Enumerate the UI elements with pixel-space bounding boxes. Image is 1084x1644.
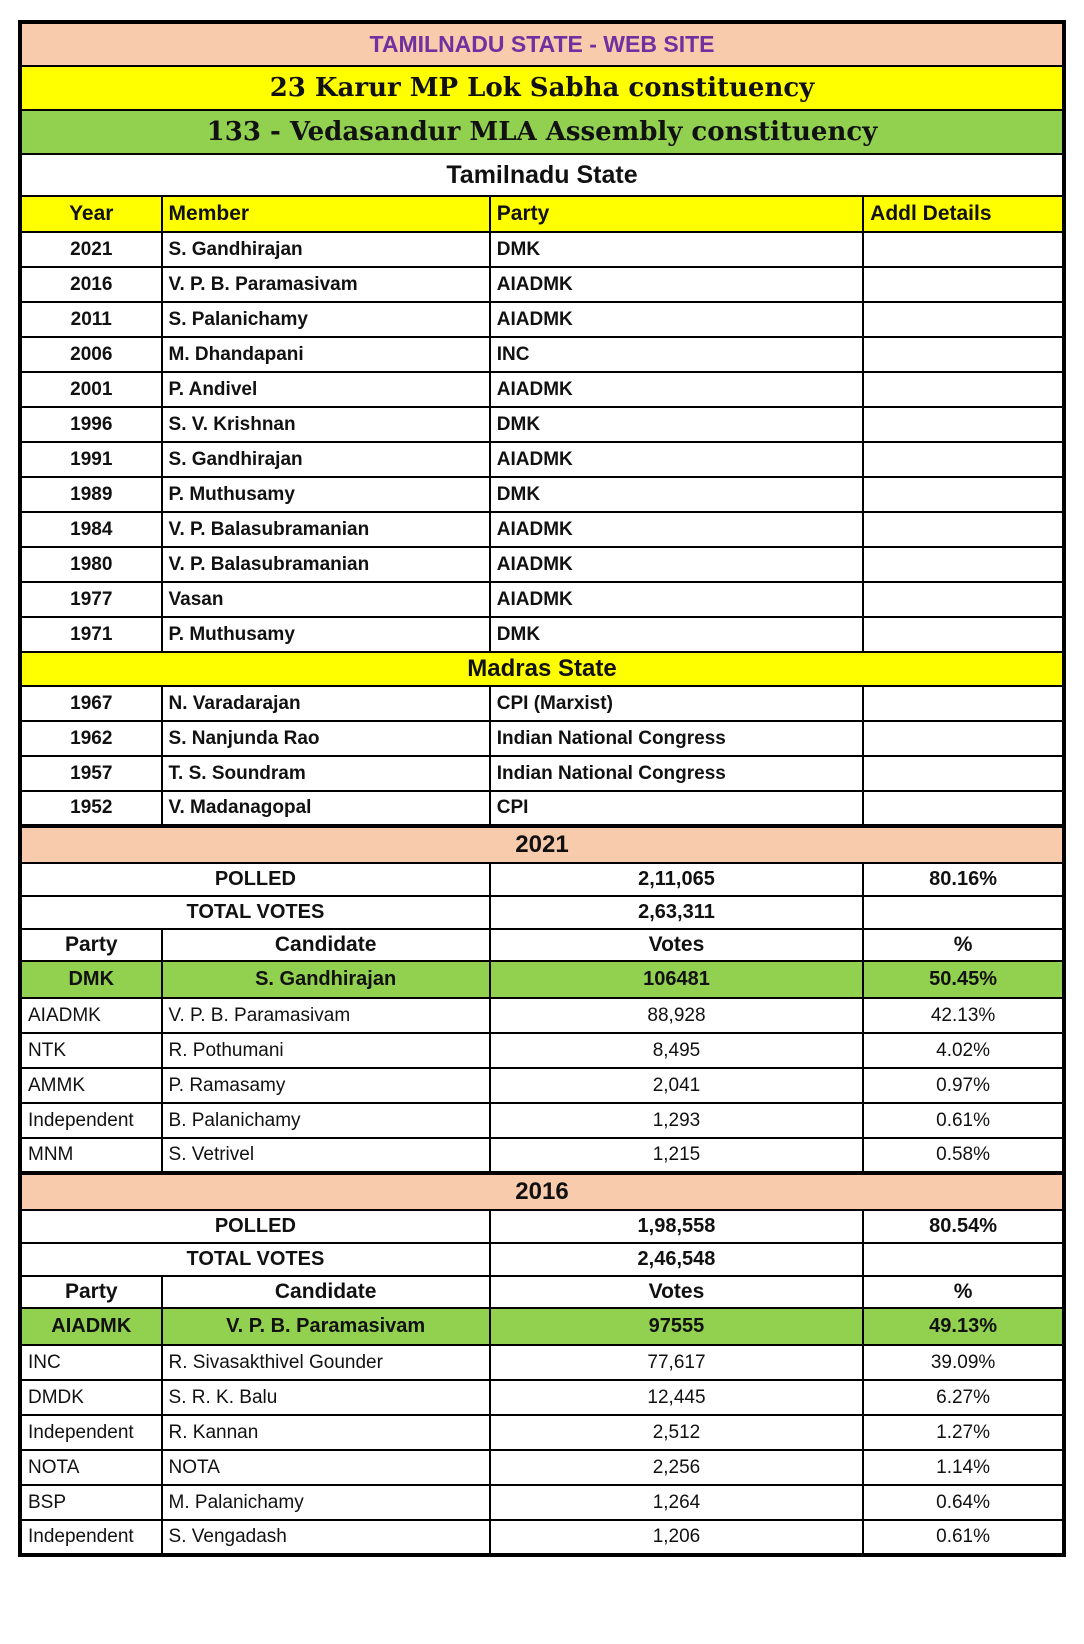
- party-cell: AIADMK: [490, 372, 863, 407]
- pct-cell: 6.27%: [863, 1380, 1064, 1415]
- table-row: [20, 1138, 1064, 1173]
- addl-cell: [863, 686, 1064, 721]
- candidate-cell: V. P. B. Paramasivam: [162, 998, 490, 1033]
- col-candidate: Candidate: [162, 929, 490, 961]
- col-party: Party: [490, 196, 863, 232]
- col-votes: Votes: [490, 929, 863, 961]
- winner-party: AIADMK: [20, 1308, 162, 1345]
- tamilnadu-state-row: [20, 154, 1064, 196]
- addl-cell: [863, 337, 1064, 372]
- col-pct: %: [863, 929, 1064, 961]
- party-cell: DMK: [490, 617, 863, 652]
- party-cell: Independent: [20, 1415, 162, 1450]
- addl-cell: [863, 512, 1064, 547]
- table-row: [20, 547, 1064, 582]
- votes-cell: 2,256: [490, 1450, 863, 1485]
- total-votes-row: [20, 1243, 1064, 1276]
- winner-row: [20, 1308, 1064, 1345]
- votes-cell: 1,206: [490, 1520, 863, 1555]
- party-cell: Independent: [20, 1103, 162, 1138]
- year-cell: 1971: [20, 617, 162, 652]
- party-cell: INC: [490, 337, 863, 372]
- party-cell: Indian National Congress: [490, 721, 863, 756]
- polled-row: [20, 863, 1064, 896]
- mla-constituency-row: [20, 110, 1064, 154]
- total-votes-label: TOTAL VOTES: [20, 896, 490, 929]
- addl-cell: [863, 547, 1064, 582]
- table-row: [20, 1380, 1064, 1415]
- table-row: [20, 791, 1064, 826]
- pct-cell: 0.97%: [863, 1068, 1064, 1103]
- polled-label: POLLED: [20, 1210, 490, 1243]
- table-row: [20, 1103, 1064, 1138]
- party-cell: DMK: [490, 477, 863, 512]
- col-votes: Votes: [490, 1276, 863, 1308]
- addl-cell: [863, 582, 1064, 617]
- mp-constituency-title: 23 Karur MP Lok Sabha constituency: [20, 66, 1064, 110]
- year-cell: 1991: [20, 442, 162, 477]
- col-member: Member: [162, 196, 490, 232]
- tamilnadu-state-title: Tamilnadu State: [20, 154, 1064, 196]
- election-year-2021: 2021: [20, 826, 1064, 863]
- year-cell: 1996: [20, 407, 162, 442]
- table-row: [20, 1520, 1064, 1555]
- member-cell: P. Muthusamy: [162, 477, 490, 512]
- member-cell: V. P. Balasubramanian: [162, 547, 490, 582]
- addl-cell: [863, 267, 1064, 302]
- party-cell: AIADMK: [490, 582, 863, 617]
- year-cell: 1984: [20, 512, 162, 547]
- pct-cell: 0.58%: [863, 1138, 1064, 1173]
- polled-pct: 80.16%: [863, 863, 1064, 896]
- party-cell: CPI (Marxist): [490, 686, 863, 721]
- votes-cell: 1,293: [490, 1103, 863, 1138]
- election-year-2016: 2016: [20, 1173, 1064, 1210]
- addl-cell: [863, 407, 1064, 442]
- winner-pct: 50.45%: [863, 961, 1064, 998]
- candidate-cell: R. Pothumani: [162, 1033, 490, 1068]
- party-cell: NOTA: [20, 1450, 162, 1485]
- empty-cell: [863, 1243, 1064, 1276]
- year-cell: 1980: [20, 547, 162, 582]
- party-cell: DMDK: [20, 1380, 162, 1415]
- party-cell: CPI: [490, 791, 863, 826]
- results-column-header: [20, 1276, 1064, 1308]
- year-cell: 1962: [20, 721, 162, 756]
- party-cell: Independent: [20, 1520, 162, 1555]
- table-row: [20, 617, 1064, 652]
- candidate-cell: R. Sivasakthivel Gounder: [162, 1345, 490, 1380]
- votes-cell: 2,041: [490, 1068, 863, 1103]
- mp-constituency-row: [20, 66, 1064, 110]
- election-year-band: [20, 1173, 1064, 1210]
- member-cell: Vasan: [162, 582, 490, 617]
- votes-cell: 1,264: [490, 1485, 863, 1520]
- winner-row: [20, 961, 1064, 998]
- table-row: [20, 1068, 1064, 1103]
- winner-candidate: S. Gandhirajan: [162, 961, 490, 998]
- table-row: [20, 1033, 1064, 1068]
- year-cell: 1977: [20, 582, 162, 617]
- addl-cell: [863, 477, 1064, 512]
- member-cell: S. V. Krishnan: [162, 407, 490, 442]
- pct-cell: 1.27%: [863, 1415, 1064, 1450]
- pct-cell: 39.09%: [863, 1345, 1064, 1380]
- table-row: [20, 477, 1064, 512]
- table-row: [20, 1450, 1064, 1485]
- winner-party: DMK: [20, 961, 162, 998]
- addl-cell: [863, 302, 1064, 337]
- mla-constituency-title: 133 - Vedasandur MLA Assembly constituency: [20, 110, 1064, 154]
- member-cell: P. Andivel: [162, 372, 490, 407]
- table-row: [20, 686, 1064, 721]
- col-party: Party: [20, 1276, 162, 1308]
- results-column-header: [20, 929, 1064, 961]
- votes-cell: 1,215: [490, 1138, 863, 1173]
- addl-cell: [863, 791, 1064, 826]
- table-row: [20, 1485, 1064, 1520]
- year-cell: 1957: [20, 756, 162, 791]
- votes-cell: 77,617: [490, 1345, 863, 1380]
- candidate-cell: M. Palanichamy: [162, 1485, 490, 1520]
- votes-cell: 2,512: [490, 1415, 863, 1450]
- member-cell: S. Nanjunda Rao: [162, 721, 490, 756]
- polled-value: 2,11,065: [490, 863, 863, 896]
- table-row: [20, 407, 1064, 442]
- candidate-cell: S. R. K. Balu: [162, 1380, 490, 1415]
- addl-cell: [863, 232, 1064, 267]
- col-year: Year: [20, 196, 162, 232]
- winner-pct: 49.13%: [863, 1308, 1064, 1345]
- polled-pct: 80.54%: [863, 1210, 1064, 1243]
- total-votes-value: 2,63,311: [490, 896, 863, 929]
- member-cell: N. Varadarajan: [162, 686, 490, 721]
- party-cell: AIADMK: [490, 547, 863, 582]
- table-row: [20, 512, 1064, 547]
- year-cell: 2016: [20, 267, 162, 302]
- candidate-cell: B. Palanichamy: [162, 1103, 490, 1138]
- table-row: [20, 302, 1064, 337]
- table-row: [20, 1415, 1064, 1450]
- site-title: TAMILNADU STATE - WEB SITE: [20, 22, 1064, 66]
- pct-cell: 0.61%: [863, 1103, 1064, 1138]
- member-cell: S. Gandhirajan: [162, 232, 490, 267]
- polled-value: 1,98,558: [490, 1210, 863, 1243]
- votes-cell: 88,928: [490, 998, 863, 1033]
- candidate-cell: NOTA: [162, 1450, 490, 1485]
- member-cell: V. Madanagopal: [162, 791, 490, 826]
- party-cell: NTK: [20, 1033, 162, 1068]
- table-row: [20, 267, 1064, 302]
- candidate-cell: R. Kannan: [162, 1415, 490, 1450]
- winner-votes: 106481: [490, 961, 863, 998]
- year-cell: 1989: [20, 477, 162, 512]
- polled-row: [20, 1210, 1064, 1243]
- member-cell: V. P. B. Paramasivam: [162, 267, 490, 302]
- year-cell: 2011: [20, 302, 162, 337]
- pct-cell: 0.64%: [863, 1485, 1064, 1520]
- table-row: [20, 337, 1064, 372]
- member-cell: M. Dhandapani: [162, 337, 490, 372]
- col-addl: Addl Details: [863, 196, 1064, 232]
- col-party: Party: [20, 929, 162, 961]
- table-row: [20, 1345, 1064, 1380]
- member-cell: T. S. Soundram: [162, 756, 490, 791]
- party-cell: AIADMK: [490, 442, 863, 477]
- candidate-cell: P. Ramasamy: [162, 1068, 490, 1103]
- members-column-header: [20, 196, 1064, 232]
- party-cell: DMK: [490, 407, 863, 442]
- year-cell: 1967: [20, 686, 162, 721]
- constituency-table: [18, 20, 1066, 1557]
- site-title-row: [20, 22, 1064, 66]
- member-cell: V. P. Balasubramanian: [162, 512, 490, 547]
- table-row: [20, 372, 1064, 407]
- votes-cell: 8,495: [490, 1033, 863, 1068]
- party-cell: DMK: [490, 232, 863, 267]
- year-cell: 2001: [20, 372, 162, 407]
- election-year-band: [20, 826, 1064, 863]
- total-votes-label: TOTAL VOTES: [20, 1243, 490, 1276]
- addl-cell: [863, 721, 1064, 756]
- member-cell: P. Muthusamy: [162, 617, 490, 652]
- year-cell: 1952: [20, 791, 162, 826]
- party-cell: BSP: [20, 1485, 162, 1520]
- pct-cell: 0.61%: [863, 1520, 1064, 1555]
- addl-cell: [863, 617, 1064, 652]
- pct-cell: 4.02%: [863, 1033, 1064, 1068]
- table-row: [20, 998, 1064, 1033]
- member-cell: S. Palanichamy: [162, 302, 490, 337]
- col-pct: %: [863, 1276, 1064, 1308]
- addl-cell: [863, 372, 1064, 407]
- addl-cell: [863, 756, 1064, 791]
- madras-state-row: [20, 652, 1064, 686]
- party-cell: Indian National Congress: [490, 756, 863, 791]
- party-cell: MNM: [20, 1138, 162, 1173]
- table-row: [20, 442, 1064, 477]
- winner-votes: 97555: [490, 1308, 863, 1345]
- party-cell: AIADMK: [20, 998, 162, 1033]
- party-cell: AIADMK: [490, 267, 863, 302]
- party-cell: AIADMK: [490, 512, 863, 547]
- total-votes-row: [20, 896, 1064, 929]
- table-row: [20, 582, 1064, 617]
- polled-label: POLLED: [20, 863, 490, 896]
- total-votes-value: 2,46,548: [490, 1243, 863, 1276]
- candidate-cell: S. Vengadash: [162, 1520, 490, 1555]
- empty-cell: [863, 896, 1064, 929]
- year-cell: 2021: [20, 232, 162, 267]
- votes-cell: 12,445: [490, 1380, 863, 1415]
- member-cell: S. Gandhirajan: [162, 442, 490, 477]
- table-row: [20, 721, 1064, 756]
- party-cell: AMMK: [20, 1068, 162, 1103]
- addl-cell: [863, 442, 1064, 477]
- table-row: [20, 756, 1064, 791]
- pct-cell: 42.13%: [863, 998, 1064, 1033]
- party-cell: AIADMK: [490, 302, 863, 337]
- winner-candidate: V. P. B. Paramasivam: [162, 1308, 490, 1345]
- candidate-cell: S. Vetrivel: [162, 1138, 490, 1173]
- party-cell: INC: [20, 1345, 162, 1380]
- madras-state-title: Madras State: [20, 652, 1064, 686]
- table-row: [20, 232, 1064, 267]
- col-candidate: Candidate: [162, 1276, 490, 1308]
- year-cell: 2006: [20, 337, 162, 372]
- pct-cell: 1.14%: [863, 1450, 1064, 1485]
